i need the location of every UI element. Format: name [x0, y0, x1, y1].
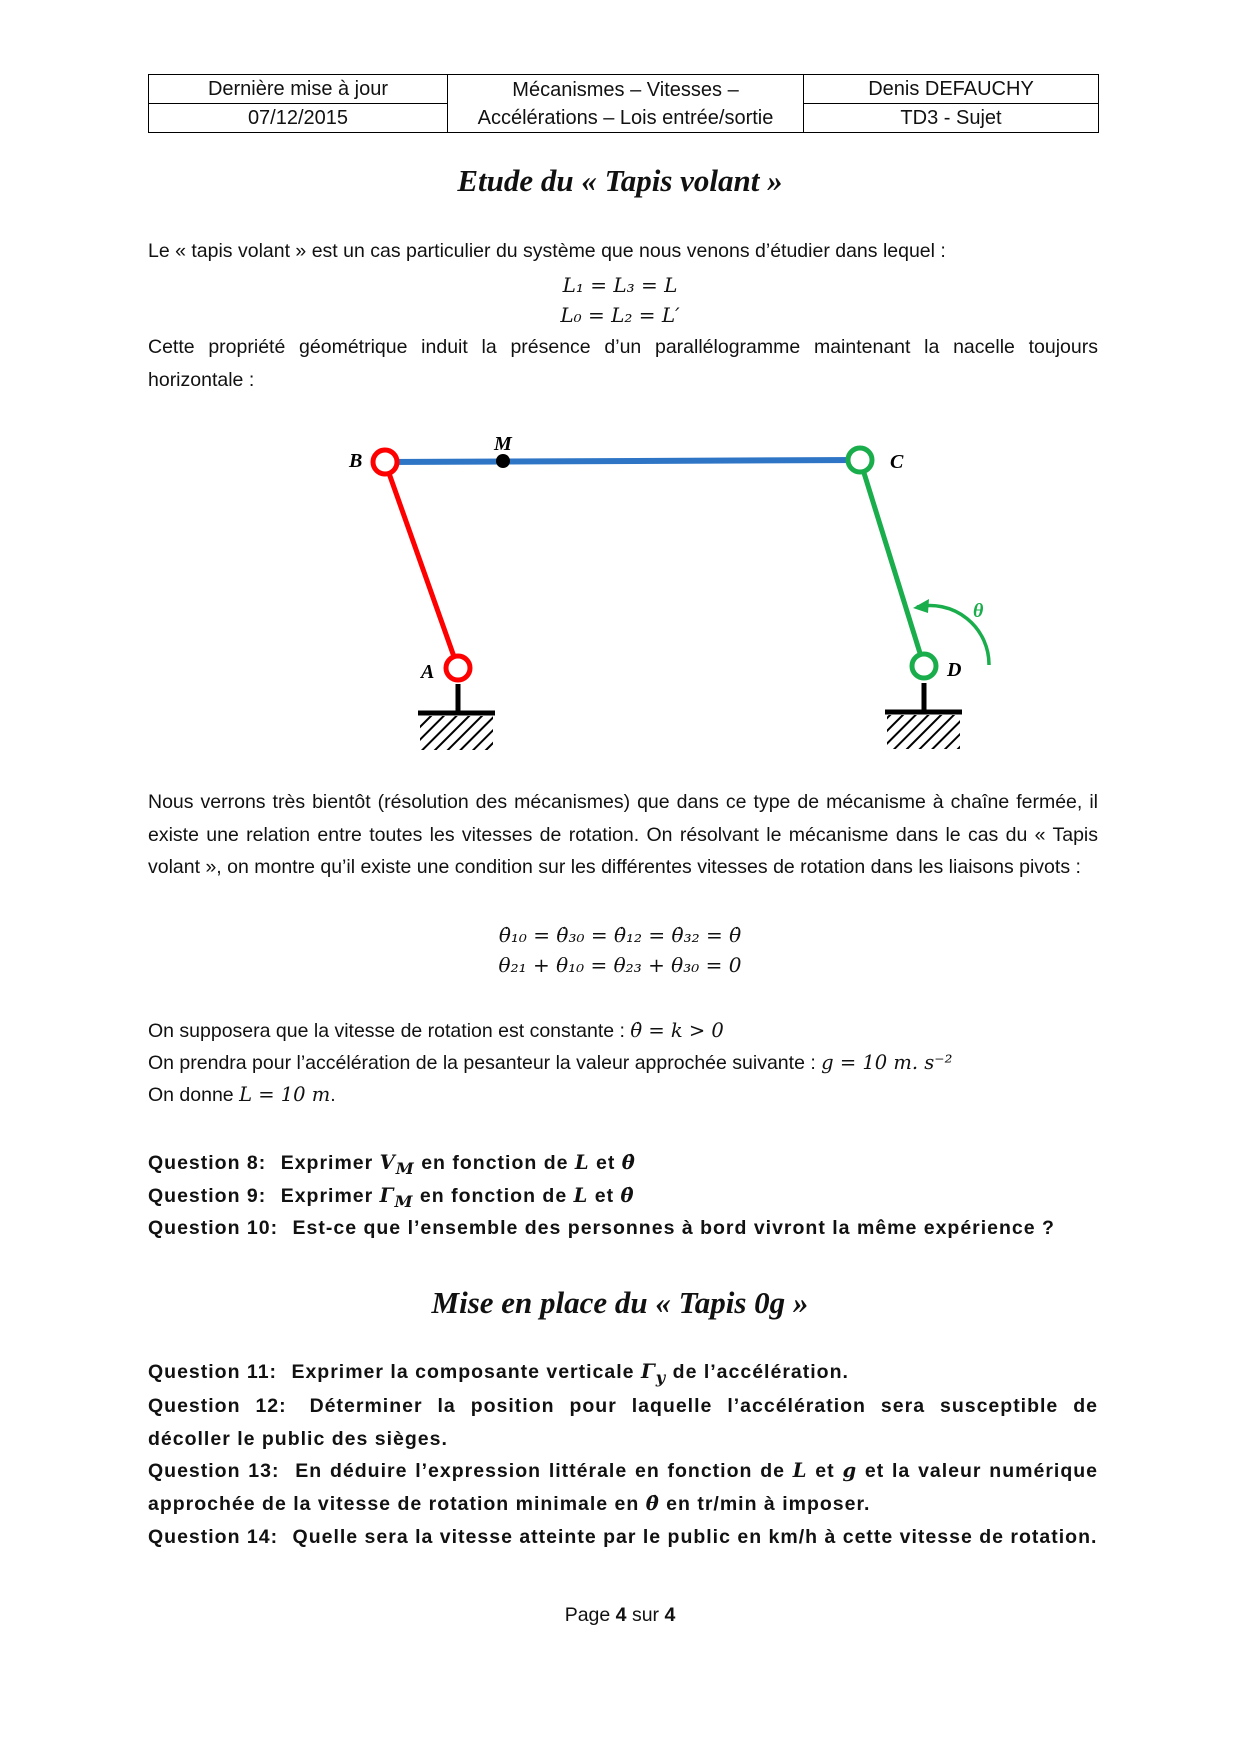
mechanism-diagram [0, 0, 1240, 800]
gravity-text: On prendra pour l’accélération de la pesanteur la valeur approchée suivante : [148, 1052, 822, 1074]
question-11-text-1: Exprimer la composante verticale [291, 1361, 641, 1383]
label-m: M [494, 433, 512, 455]
joint-c [848, 448, 872, 472]
point-m [496, 454, 510, 468]
last-update-label: Dernière mise à jour [149, 75, 448, 104]
joint-d [912, 654, 936, 678]
equation-l1-l3: L₁ = L₃ = L [562, 273, 678, 297]
question-8-subscript: M [395, 1158, 415, 1178]
question-13 [148, 1455, 1098, 1520]
question-9-symbol-l: L [573, 1184, 589, 1207]
bar-bc [385, 460, 860, 462]
question-9-text-2: en fonction de [413, 1185, 574, 1207]
question-9-symbol-gamma: Γ [379, 1184, 395, 1207]
given-text: On donne [148, 1084, 240, 1106]
question-13-text-4: en tr/min à imposer. [659, 1492, 871, 1515]
question-11-symbol-gamma: Γ [640, 1360, 656, 1383]
question-11-label: Question 11: [148, 1361, 278, 1383]
equation-theta-dot: θ̇₁₀ = θ̇₃₀ = θ̇₁₂ = θ̇₃₂ = θ̇ [498, 923, 742, 947]
label-theta: θ [973, 600, 984, 622]
doc-type: TD3 - Sujet [804, 104, 1099, 133]
label-a: A [421, 661, 435, 683]
label-d: D [947, 659, 962, 681]
question-13-symbol-theta: θ̇ [645, 1491, 660, 1515]
gravity-math: g = 10 m. s⁻² [821, 1051, 953, 1074]
question-13-text-2: et [807, 1460, 843, 1482]
property-paragraph: Cette propriété géométrique induit la présence d’un parallélogramme maintenant la nacelle toujours horizontale : [148, 336, 1098, 391]
question-13-text-1: En déduire l’expression littérale en fonction de [295, 1460, 793, 1482]
footer-page-number: 4 [615, 1604, 627, 1626]
footer-page-word: Page [564, 1604, 611, 1626]
question-9-text-1: Exprimer [280, 1185, 380, 1207]
joint-a [446, 656, 470, 680]
question-13-symbol-l: L [792, 1459, 808, 1482]
relation-text: Nous verrons très bientôt (résolution des mécanismes) que dans ce type de mécanisme à chaîne fermée, il existe une relation entre toutes les vitesses de rotation. On résolvant le mécanisme dans le cas du « Tapis volant », on montre qu’il existe une condition sur les différentes vitesses de rotation dans les liaisons pivots : [148, 791, 1098, 878]
section-title-tapis-volant: Etude du « Tapis volant » [457, 163, 783, 198]
question-9-text-3: et [588, 1185, 621, 1207]
ground-support-d [885, 683, 962, 749]
author: Denis DEFAUCHY [804, 75, 1099, 104]
assumption-math: θ̇ = k > 0 [630, 1019, 724, 1042]
given-line [148, 1083, 336, 1107]
theta-arrowhead [913, 599, 929, 613]
footer-of-word: sur [631, 1604, 660, 1626]
question-8-text-1: Exprimer [280, 1152, 380, 1174]
question-10 [148, 1212, 1098, 1245]
question-9-symbol-theta: θ̇ [620, 1184, 635, 1207]
update-date: 07/12/2015 [149, 104, 448, 133]
question-8-label: Question 8: [148, 1152, 267, 1174]
question-14-label: Question 14: [148, 1526, 279, 1548]
question-11-text-2: de l’accélération. [666, 1361, 849, 1383]
question-13-label: Question 13: [148, 1460, 280, 1482]
relation-paragraph [148, 786, 1098, 884]
ground-support-a [418, 684, 495, 750]
footer-total-pages: 4 [664, 1604, 676, 1626]
assumption-text: On supposera que la vitesse de rotation est constante : [148, 1020, 631, 1042]
given-end: . [330, 1084, 336, 1106]
question-8-text-2: en fonction de [414, 1152, 575, 1174]
question-12 [148, 1390, 1098, 1455]
question-12-label: Question 12: [148, 1395, 287, 1417]
question-13-text-3: et la valeur numérique approchée de la vitesse de rotation minimale en [148, 1460, 1098, 1515]
question-9-label: Question 9: [148, 1185, 267, 1207]
question-11-subscript: y [655, 1367, 667, 1387]
gravity-line [148, 1051, 952, 1075]
bar-cd [860, 460, 924, 666]
page-footer [0, 1604, 1240, 1627]
given-math: L = 10 m [239, 1083, 331, 1106]
question-9-subscript: M [394, 1191, 414, 1211]
subject-line-1: Mécanismes – Vitesses – [512, 78, 739, 101]
question-14-text: Quelle sera la vitesse atteinte par le public en km/h à cette vitesse de rotation. [292, 1526, 1098, 1548]
equation-theta-sum: θ₂₁ + θ₁₀ = θ₂₃ + θ₃₀ = 0 [498, 953, 742, 977]
intro-text: Le « tapis volant » est un cas particulier du système que nous venons d’étudier dans lequel : [148, 240, 946, 262]
question-8-symbol-theta: θ̇ [621, 1151, 636, 1174]
question-8-symbol-v: V [379, 1151, 396, 1174]
section-title-tapis-0g: Mise en place du « Tapis 0g » [431, 1285, 809, 1320]
equation-l0-l2: L₀ = L₂ = L′ [560, 303, 680, 327]
label-c: C [890, 451, 904, 473]
question-13-symbol-g: g [842, 1459, 858, 1482]
question-10-text: Est-ce que l’ensemble des personnes à bord vivront la même expérience ? [292, 1217, 1055, 1239]
label-b: B [349, 450, 363, 472]
bar-ab [385, 462, 458, 668]
assumption-line [148, 1019, 724, 1043]
question-8-text-3: et [589, 1152, 622, 1174]
question-11 [148, 1356, 1098, 1394]
question-12-text: Déterminer la position pour laquelle l’accélération sera susceptible de décoller le public des sièges. [148, 1395, 1098, 1450]
question-10-label: Question 10: [148, 1217, 279, 1239]
joint-b [373, 450, 397, 474]
subject-line-2: Accélérations – Lois entrée/sortie [477, 106, 774, 129]
question-8-symbol-l: L [574, 1151, 590, 1174]
question-14 [148, 1521, 1098, 1554]
